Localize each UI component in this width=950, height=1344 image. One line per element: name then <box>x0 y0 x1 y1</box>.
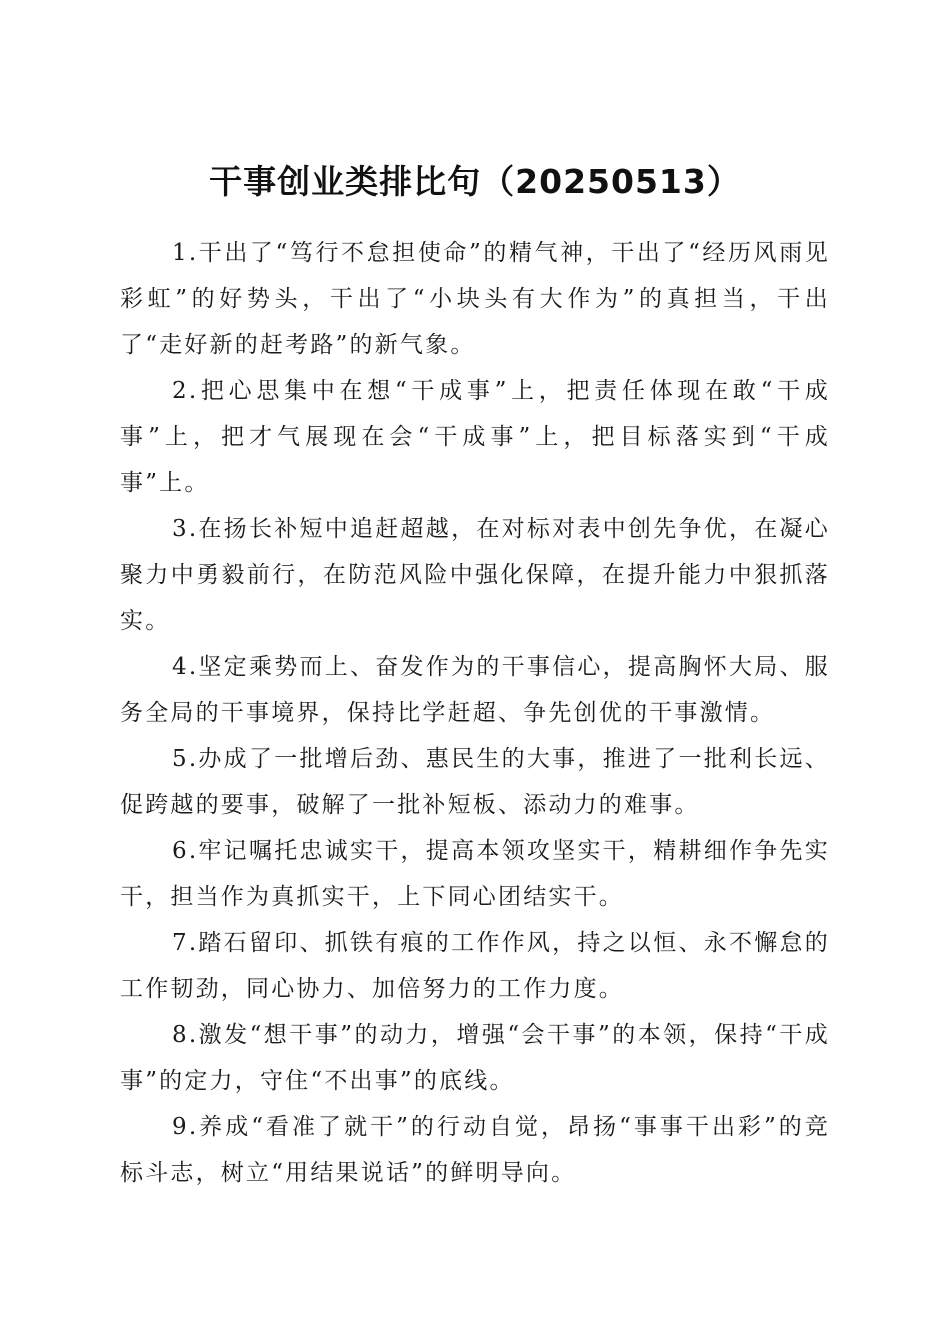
paragraph-3: 3.在扬长补短中追赶超越，在对标对表中创先争优，在凝心聚力中勇毅前行，在防范风险中强化保障，在提升能力中狠抓落实。 <box>120 516 830 634</box>
paragraph-7: 7.踏石留印、抓铁有痕的工作作风，持之以恒、永不懈怠的工作韧劲，同心协力、加倍努力的工作力度。 <box>120 930 830 1002</box>
paragraph-6: 6.牢记嘱托忠诚实干，提高本领攻坚实干，精耕细作争先实干，担当作为真抓实干，上下同心团结实干。 <box>120 838 830 910</box>
paragraph-8: 8.激发“想干事”的动力，增强“会干事”的本领，保持“干成事”的定力，守住“不出事”的底线。 <box>120 1022 830 1094</box>
paragraph-4: 4.坚定乘势而上、奋发作为的干事信心，提高胸怀大局、服务全局的干事境界，保持比学赶超、争先创优的干事激情。 <box>120 654 830 726</box>
paragraph-9: 9.养成“看准了就干”的行动自觉，昂扬“事事干出彩”的竞标斗志，树立“用结果说话”的鲜明导向。 <box>120 1114 830 1186</box>
document-body <box>120 230 830 1196</box>
paragraph-2: 2.把心思集中在想“干成事”上，把责任体现在敢“干成事”上，把才气展现在会“干成事”上，把目标落实到“干成事”上。 <box>120 378 830 496</box>
paragraph-5: 5.办成了一批增后劲、惠民生的大事，推进了一批利长远、促跨越的要事，破解了一批补短板、添动力的难事。 <box>120 746 830 818</box>
paragraph-1: 1.干出了“笃行不怠担使命”的精气神，干出了“经历风雨见彩虹”的好势头，干出了“小块头有大作为”的真担当，干出了“走好新的赶考路”的新气象。 <box>120 240 830 358</box>
document-title: 干事创业类排比句（20250513） <box>209 162 741 202</box>
